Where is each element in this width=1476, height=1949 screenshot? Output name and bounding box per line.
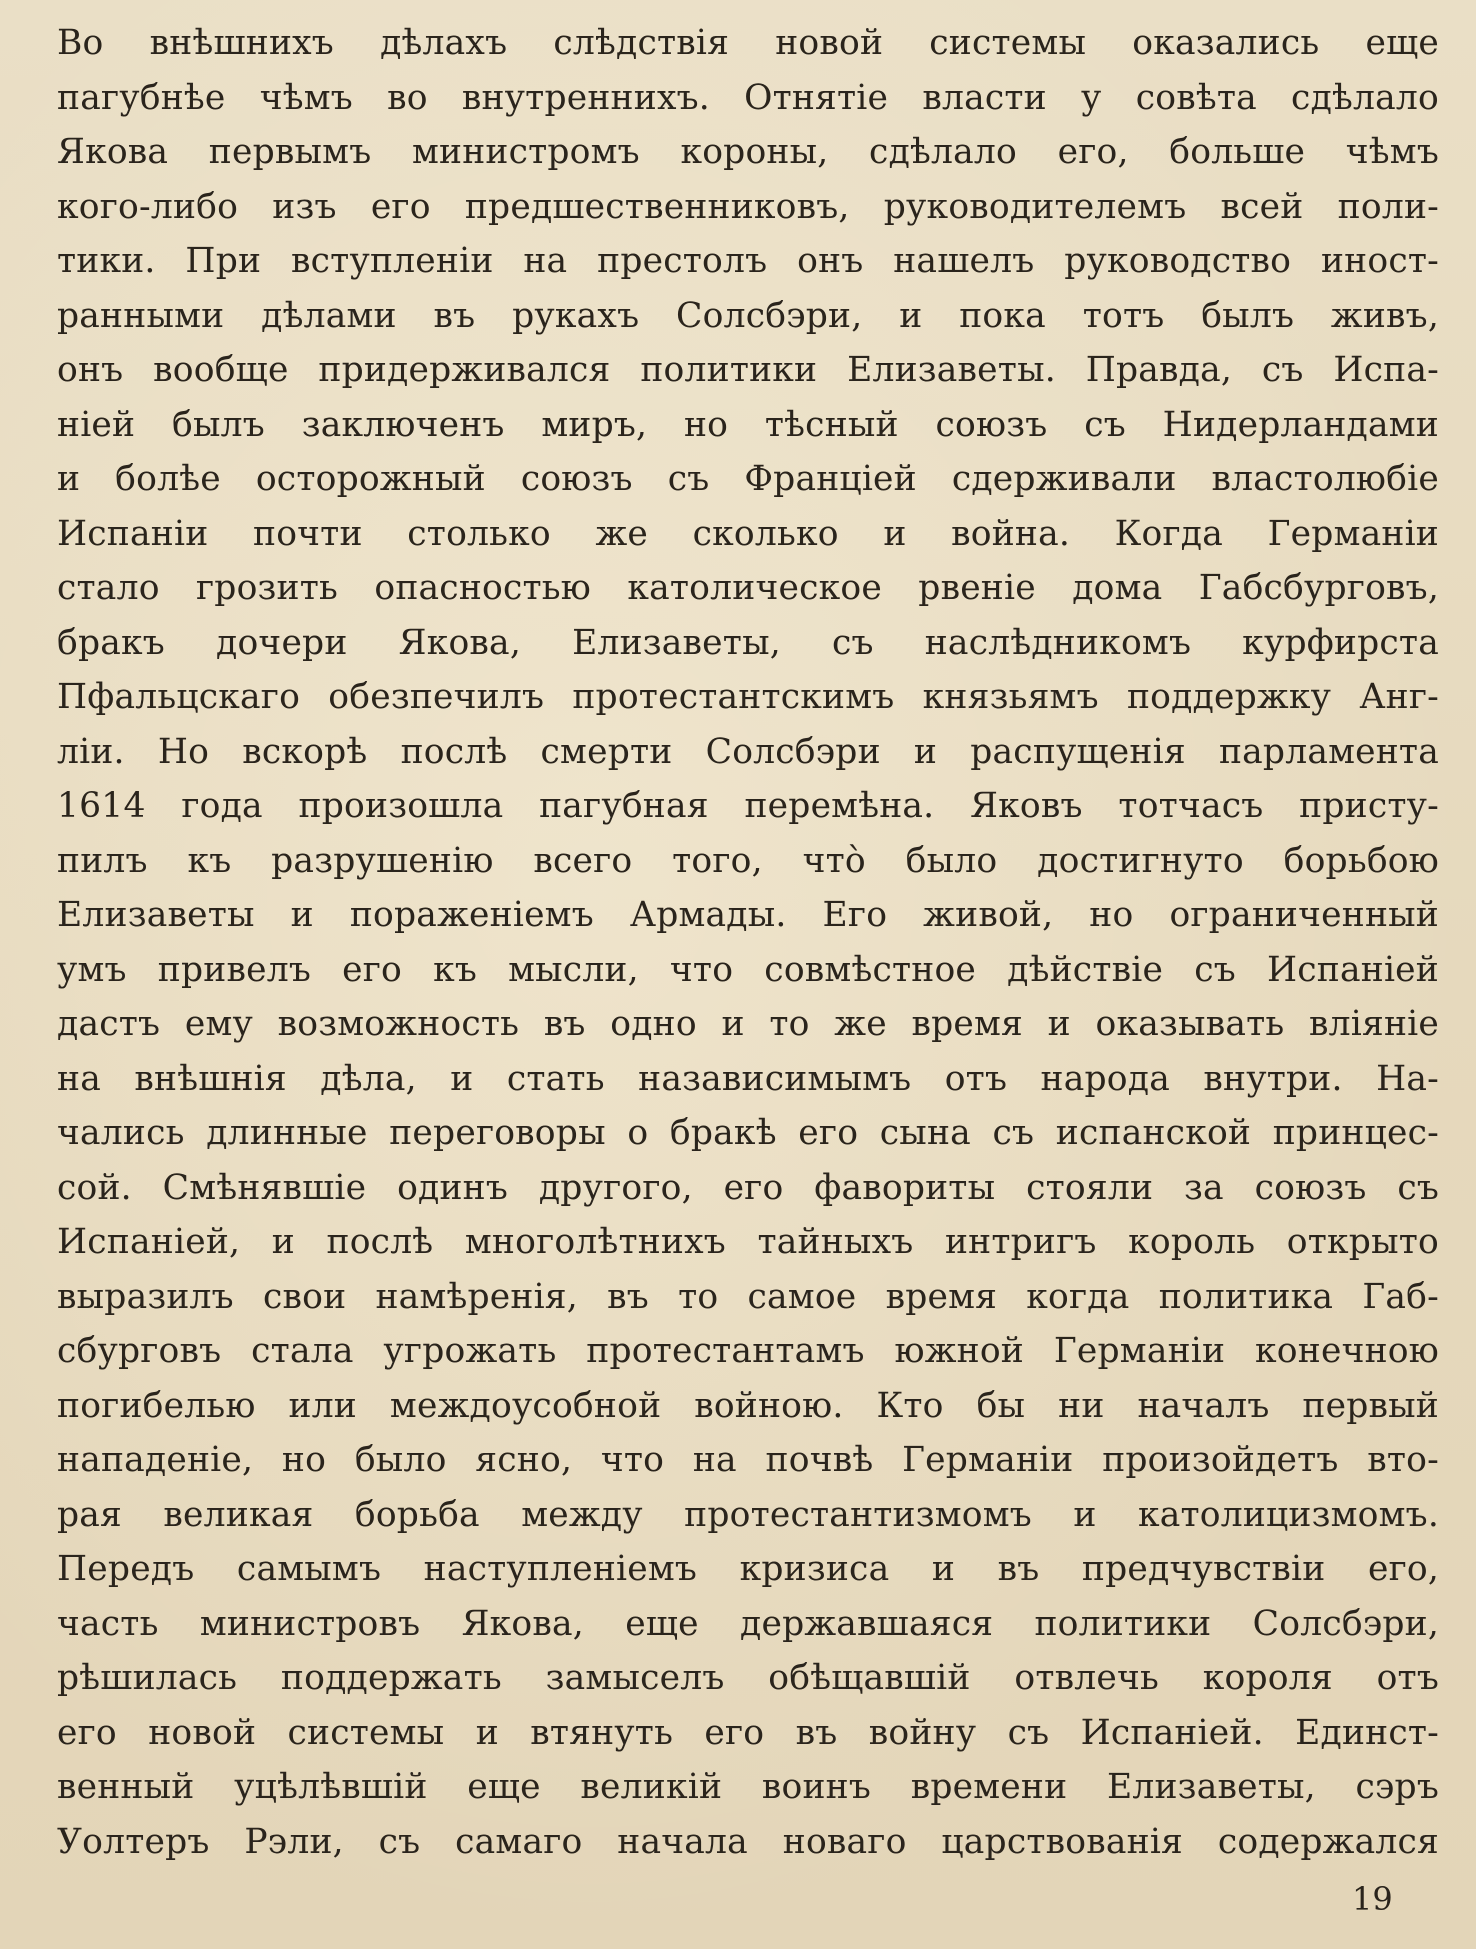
text-line: Во внѣшнихъ дѣлахъ слѣдствія новой системы оказались еще: [57, 23, 1439, 63]
text-line: сбурговъ стала угрожать протестантамъ южной Германіи конечною: [57, 1331, 1439, 1371]
text-line: ліи. Но вскорѣ послѣ смерти Солсбэри и распущенія парламента: [57, 731, 1439, 772]
text-line: рѣшилась поддержать замыселъ обѣщавшій отвлечь короля отъ: [57, 1658, 1439, 1698]
text-line: пагубнѣе чѣмъ во внутреннихъ. Отнятіе власти у совѣта сдѣлало: [57, 77, 1439, 118]
text-line: ніей былъ заключенъ миръ, но тѣсный союзъ съ Нидерландами: [57, 404, 1439, 445]
text-line: пилъ къ разрушенію всего того, что̀ было достигнуто борьбою: [57, 840, 1439, 881]
text-line: онъ вообще придерживался политики Елизаветы. Правда, съ Испа-: [57, 350, 1439, 390]
text-line: 1614 года произошла пагубная перемѣна. Яковъ тотчасъ присту-: [57, 786, 1439, 826]
text-line: его новой системы и втянуть его въ войну съ Испаніей. Единст-: [57, 1712, 1439, 1753]
text-line: бракъ дочери Якова, Елизаветы, съ наслѣдникомъ курфирста: [57, 622, 1439, 663]
text-line: Передъ самымъ наступленіемъ кризиса и въ предчувствіи его,: [57, 1549, 1439, 1589]
text-line: погибелью или междоусобной войною. Кто бы ни началъ первый: [57, 1385, 1439, 1426]
text-line: венный уцѣлѣвшій еще великій воинъ времени Елизаветы, сэръ: [57, 1767, 1439, 1807]
text-line: Уолтеръ Рэли, съ самаго начала новаго царствованія содержался: [57, 1821, 1439, 1862]
text-line: стало грозить опасностью католическое рвеніе дома Габсбурговъ,: [57, 568, 1439, 608]
text-line: сой. Смѣнявшіе одинъ другого, его фавориты стояли за союзъ съ: [57, 1167, 1439, 1208]
text-line: чались длинные переговоры о бракѣ его сына съ испанской принцес-: [57, 1113, 1439, 1153]
text-line: рая великая борьба между протестантизмомъ и католицизмомъ.: [57, 1494, 1439, 1535]
text-line: и болѣе осторожный союзъ съ Франціей сдерживали властолюбіе: [57, 459, 1439, 499]
text-line: тики. При вступленіи на престолъ онъ нашелъ руководство иност-: [57, 241, 1439, 281]
text-line: ранными дѣлами въ рукахъ Солсбэри, и пока тотъ былъ живъ,: [57, 295, 1439, 336]
text-line: Якова первымъ министромъ короны, сдѣлало его, больше чѣмъ: [57, 132, 1439, 172]
text-line: Елизаветы и пораженіемъ Армады. Его живой, но ограниченный: [57, 895, 1439, 935]
text-line: умъ привелъ его къ мысли, что совмѣстное дѣйствіе съ Испаніей: [57, 949, 1439, 990]
text-line: часть министровъ Якова, еще державшаяся политики Солсбэри,: [57, 1603, 1439, 1644]
text-line: выразилъ свои намѣренія, въ то самое время когда политика Габ-: [57, 1276, 1439, 1317]
body-text: [57, 16, 1439, 1869]
text-line: на внѣшнія дѣла, и стать назависимымъ отъ народа внутри. На-: [57, 1058, 1439, 1099]
page-number: 19: [1352, 1880, 1393, 1918]
text-line: Испаніей, и послѣ многолѣтнихъ тайныхъ интригъ король открыто: [57, 1222, 1439, 1262]
text-line: Пфальцскаго обезпечилъ протестантскимъ князьямъ поддержку Анг-: [57, 677, 1439, 717]
text-line: кого-либо изъ его предшественниковъ, руководителемъ всей поли-: [57, 186, 1439, 227]
text-line: нападеніе, но было ясно, что на почвѣ Германіи произойдетъ вто-: [57, 1440, 1439, 1480]
text-line: Испаніи почти столько же сколько и война. Когда Германіи: [57, 513, 1439, 554]
text-line: дастъ ему возможность въ одно и то же время и оказывать вліяніе: [57, 1004, 1439, 1044]
